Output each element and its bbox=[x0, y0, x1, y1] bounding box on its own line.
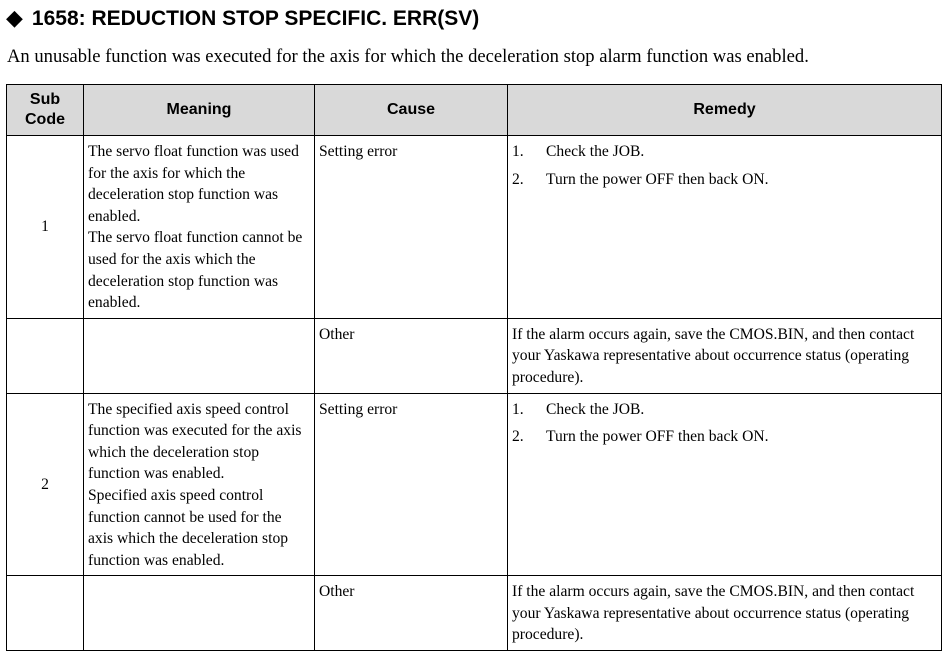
remedy-step bbox=[512, 426, 937, 448]
column-header-remedy: Remedy bbox=[508, 85, 942, 136]
remedy-steps bbox=[512, 141, 937, 190]
table-row bbox=[7, 393, 942, 576]
column-header-cause: Cause bbox=[315, 85, 508, 136]
alarm-heading bbox=[6, 4, 479, 33]
meaning-text: Specified axis speed control function cannot be used for the axis which the deceleration stop function was enabled. bbox=[88, 486, 289, 569]
meaning-text: The servo float function cannot be used for the axis which the deceleration stop function was enabled. bbox=[88, 229, 303, 312]
column-header-meaning: Meaning bbox=[84, 85, 315, 136]
alarm-table bbox=[6, 84, 942, 651]
remedy-cell: If the alarm occurs again, save the CMOS.BIN, and then contact your Yaskawa representative about occurrence status (operating procedure). bbox=[508, 576, 942, 651]
meaning-cell-empty bbox=[84, 576, 315, 651]
alarm-description: An unusable function was executed for the axis for which the deceleration stop alarm function was enabled. bbox=[7, 46, 809, 67]
remedy-step bbox=[512, 141, 937, 163]
alarm-title: 1658: REDUCTION STOP SPECIFIC. ERR(SV) bbox=[31, 7, 480, 30]
cause-cell: Setting error bbox=[315, 136, 508, 319]
diamond-bullet-icon: ◆ bbox=[6, 5, 23, 30]
sub-code-cell-empty bbox=[7, 576, 84, 651]
meaning-text: The servo float function was used for the axis for which the deceleration stop function was enabled. bbox=[88, 143, 299, 225]
sub-code-cell: 2 bbox=[7, 393, 84, 576]
remedy-step bbox=[512, 169, 937, 191]
remedy-cell bbox=[508, 393, 942, 576]
table-header-row bbox=[7, 85, 942, 136]
table-row bbox=[7, 318, 942, 393]
cause-cell: Other bbox=[315, 576, 508, 651]
meaning-cell bbox=[84, 136, 315, 319]
sub-code-cell-empty bbox=[7, 318, 84, 393]
cause-cell: Other bbox=[315, 318, 508, 393]
cause-cell: Setting error bbox=[315, 393, 508, 576]
step-text: Check the JOB. bbox=[546, 400, 645, 418]
step-text: Turn the power OFF then back ON. bbox=[546, 428, 769, 446]
sub-code-cell: 1 bbox=[7, 136, 84, 319]
meaning-cell bbox=[84, 393, 315, 576]
table-row bbox=[7, 576, 942, 651]
step-text: Turn the power OFF then back ON. bbox=[546, 170, 769, 188]
meaning-text: The specified axis speed control function was executed for the axis which the deceleration stop function was enabled. bbox=[88, 400, 302, 483]
table-row bbox=[7, 136, 942, 319]
remedy-cell bbox=[508, 136, 942, 319]
meaning-cell-empty bbox=[84, 318, 315, 393]
step-text: Check the JOB. bbox=[546, 143, 645, 160]
step-number: 1. bbox=[512, 400, 524, 418]
step-number: 2. bbox=[512, 428, 524, 446]
step-number: 2. bbox=[512, 170, 524, 188]
step-number: 1. bbox=[512, 143, 524, 160]
remedy-step bbox=[512, 399, 937, 421]
remedy-cell: If the alarm occurs again, save the CMOS.BIN, and then contact your Yaskawa representative about occurrence status (operating procedure). bbox=[508, 318, 942, 393]
remedy-steps bbox=[512, 399, 937, 448]
column-header-sub-code: Sub Code bbox=[7, 85, 84, 136]
